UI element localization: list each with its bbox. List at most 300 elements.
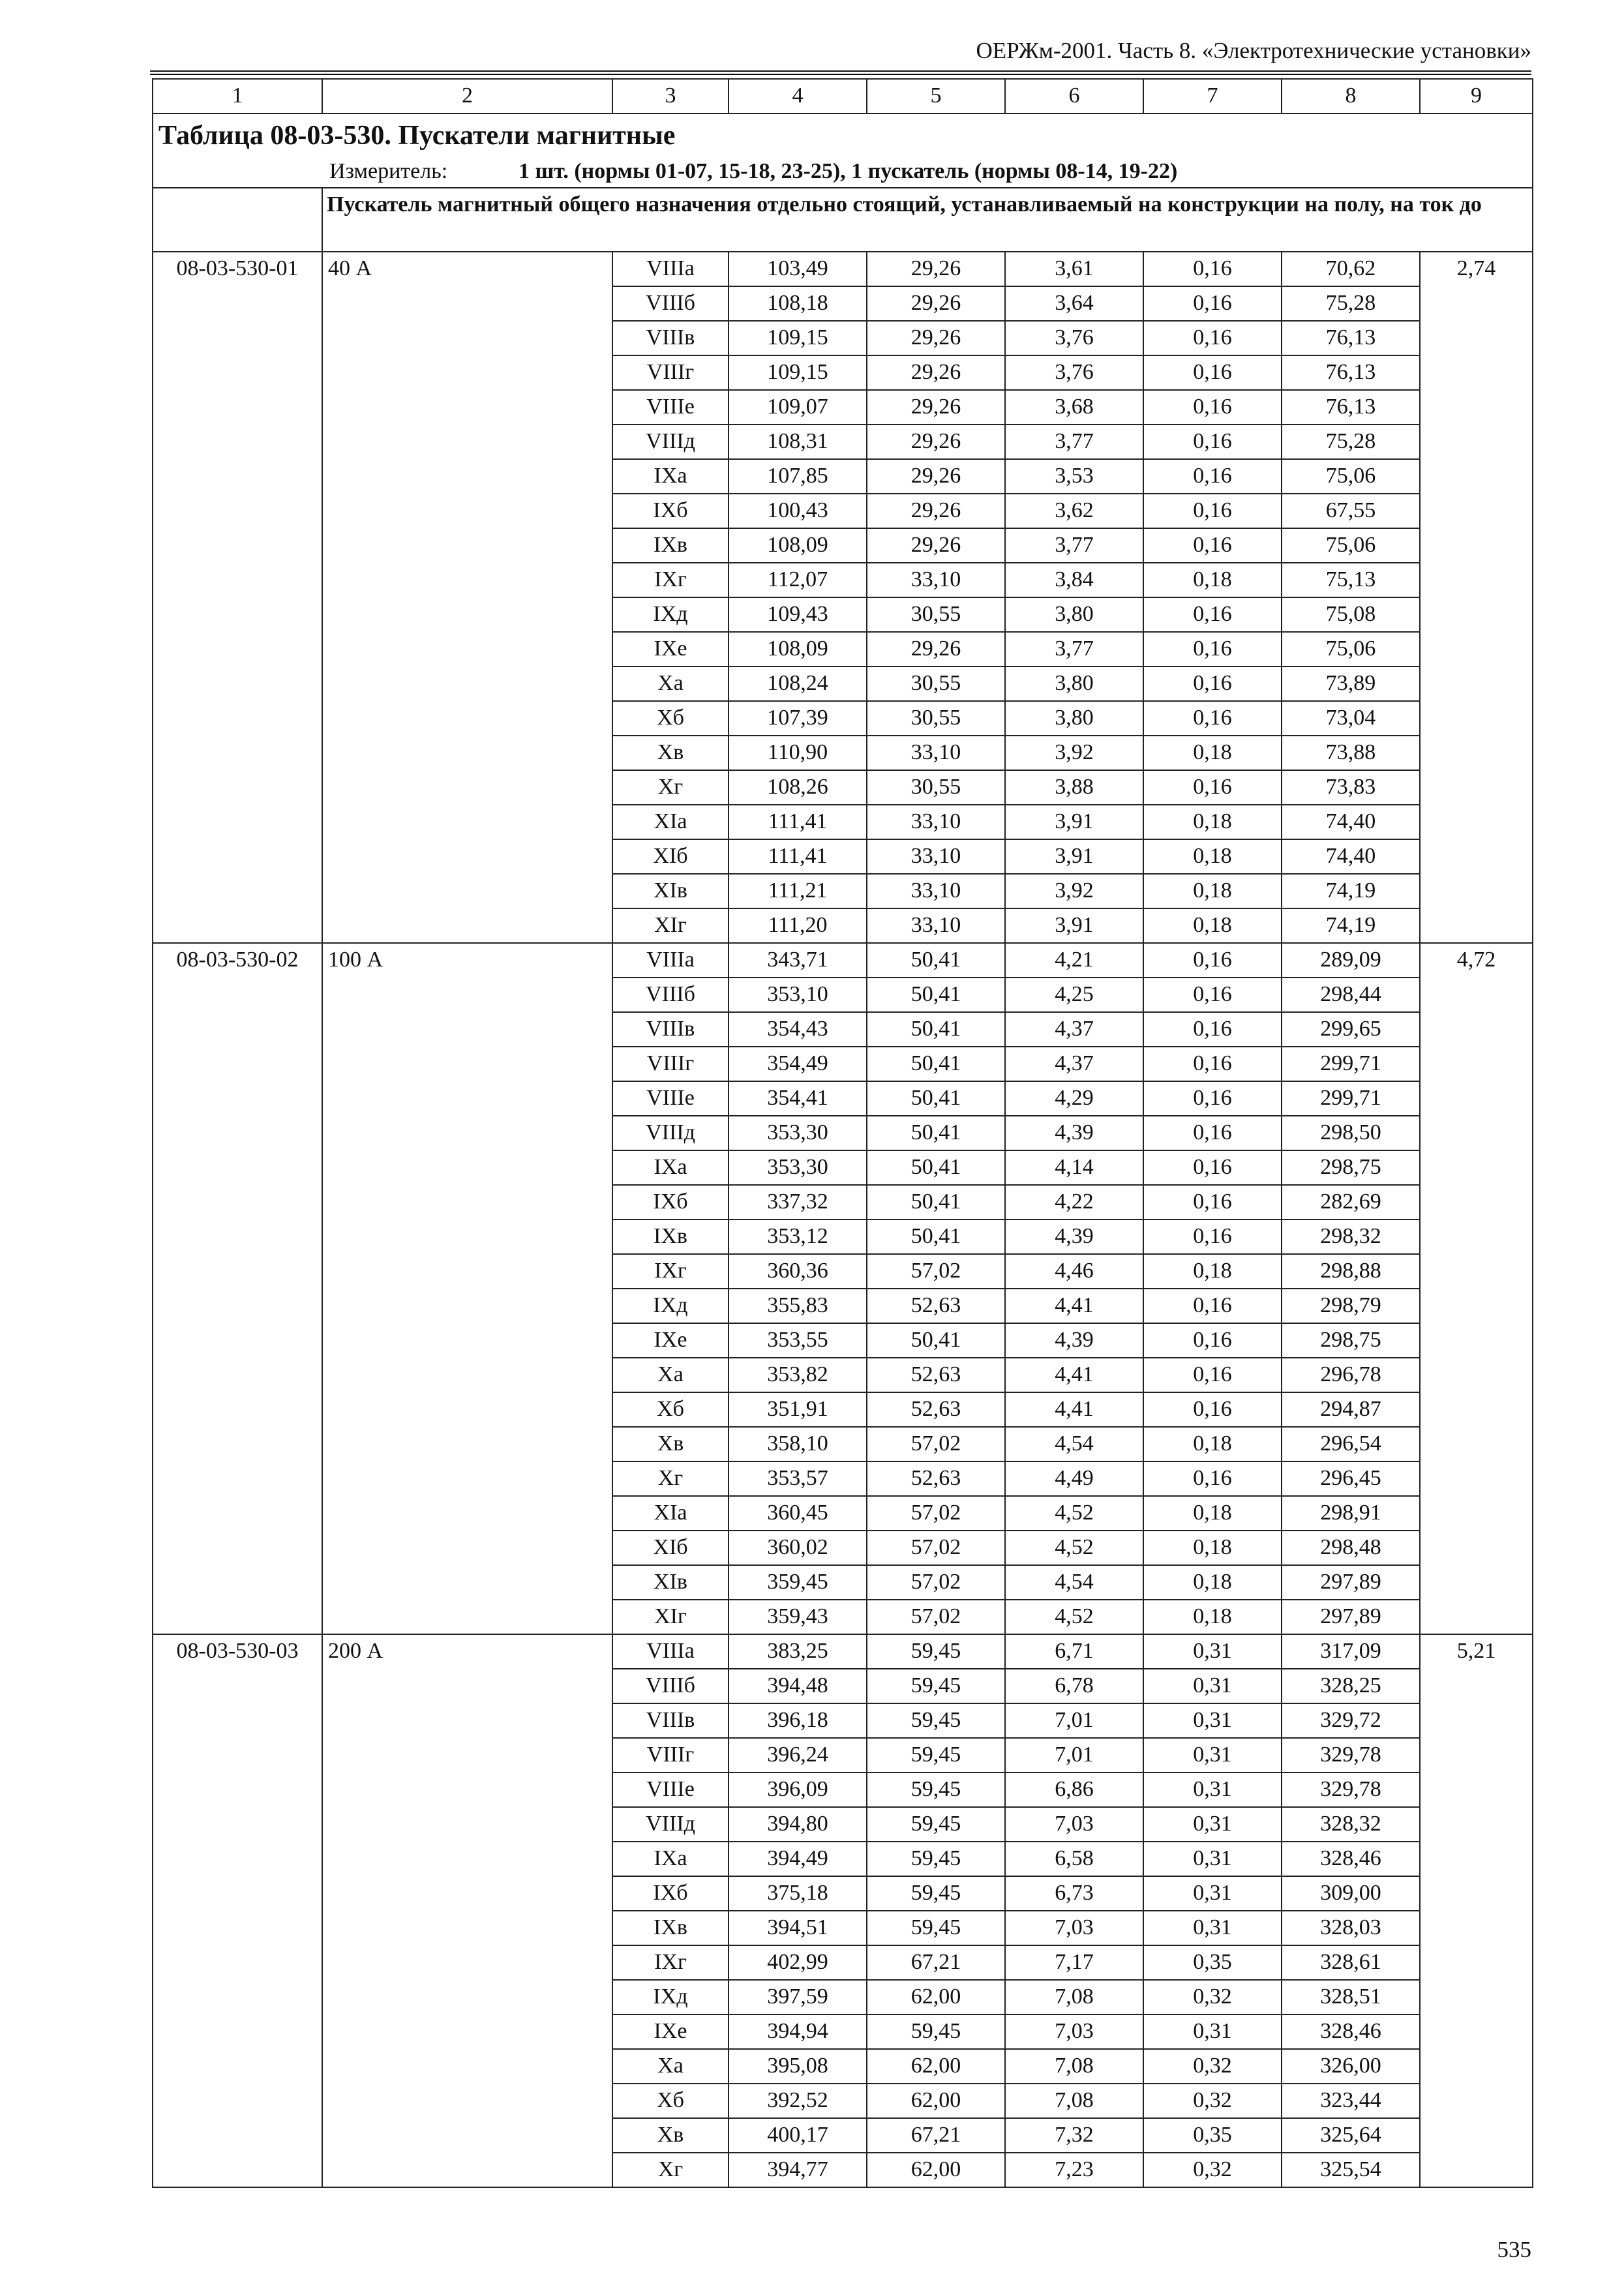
- value-cell: 75,28: [1282, 286, 1420, 321]
- zone-cell: Xб: [612, 701, 729, 736]
- value-cell: 67,55: [1282, 494, 1420, 528]
- value-cell: 0,31: [1143, 1876, 1282, 1911]
- value-cell: 4,39: [1005, 1116, 1143, 1150]
- value-cell: 29,26: [867, 425, 1005, 459]
- value-cell: 7,32: [1005, 2118, 1143, 2153]
- value-cell: 297,89: [1282, 1600, 1420, 1634]
- value-cell: 0,18: [1143, 1600, 1282, 1634]
- value-cell: 0,31: [1143, 1634, 1282, 1669]
- value-cell: 6,78: [1005, 1669, 1143, 1703]
- value-cell: 0,16: [1143, 425, 1282, 459]
- value-cell: 0,16: [1143, 632, 1282, 666]
- value-cell: 57,02: [867, 1565, 1005, 1600]
- value-cell: 383,25: [729, 1634, 867, 1669]
- value-cell: 0,16: [1143, 1185, 1282, 1219]
- value-cell: 107,39: [729, 701, 867, 736]
- zone-cell: XIа: [612, 805, 729, 839]
- value-cell: 50,41: [867, 1116, 1005, 1150]
- value-cell: 75,28: [1282, 425, 1420, 459]
- value-cell: 0,16: [1143, 252, 1282, 286]
- value-cell: 33,10: [867, 908, 1005, 943]
- value-cell: 0,31: [1143, 1842, 1282, 1876]
- value-cell: 358,10: [729, 1427, 867, 1461]
- value-cell: 298,79: [1282, 1289, 1420, 1323]
- value-cell: 3,80: [1005, 666, 1143, 701]
- value-cell: 329,78: [1282, 1738, 1420, 1773]
- zone-cell: VIIIе: [612, 390, 729, 425]
- value-cell: 298,48: [1282, 1531, 1420, 1565]
- value-cell: 360,36: [729, 1254, 867, 1289]
- value-cell: 359,43: [729, 1600, 867, 1634]
- norm-code: 08-03-530-01: [153, 252, 322, 943]
- value-cell: 0,35: [1143, 2118, 1282, 2153]
- zone-cell: VIIIб: [612, 1669, 729, 1703]
- value-cell: 394,80: [729, 1807, 867, 1842]
- value-cell: 329,72: [1282, 1703, 1420, 1738]
- value-cell: 329,78: [1282, 1773, 1420, 1807]
- table-row: [153, 252, 1533, 286]
- value-cell: 0,16: [1143, 943, 1282, 978]
- price-table: [152, 78, 1533, 2188]
- value-cell: 0,16: [1143, 355, 1282, 390]
- value-cell: 0,16: [1143, 770, 1282, 805]
- value-cell: 7,03: [1005, 1807, 1143, 1842]
- value-cell: 50,41: [867, 1219, 1005, 1254]
- value-cell: 294,87: [1282, 1392, 1420, 1427]
- value-cell: 0,16: [1143, 1150, 1282, 1185]
- value-cell: 0,16: [1143, 1012, 1282, 1047]
- value-cell: 4,54: [1005, 1427, 1143, 1461]
- value-cell: 0,18: [1143, 1496, 1282, 1531]
- value-cell: 74,40: [1282, 805, 1420, 839]
- value-cell: 0,16: [1143, 528, 1282, 563]
- value-cell: 57,02: [867, 1254, 1005, 1289]
- value-cell: 0,16: [1143, 321, 1282, 355]
- value-cell: 0,31: [1143, 1669, 1282, 1703]
- value-cell: 353,82: [729, 1358, 867, 1392]
- value-cell: 7,03: [1005, 2014, 1143, 2049]
- value-cell: 3,76: [1005, 355, 1143, 390]
- value-cell: 29,26: [867, 286, 1005, 321]
- zone-cell: IXв: [612, 1219, 729, 1254]
- value-cell: 4,29: [1005, 1081, 1143, 1116]
- value-cell: 375,18: [729, 1876, 867, 1911]
- value-cell: 7,01: [1005, 1738, 1143, 1773]
- value-cell: 59,45: [867, 1773, 1005, 1807]
- value-cell: 6,58: [1005, 1842, 1143, 1876]
- value-cell: 360,45: [729, 1496, 867, 1531]
- norm-name: 40 А: [322, 252, 612, 943]
- zone-cell: VIIIд: [612, 1807, 729, 1842]
- value-cell: 29,26: [867, 459, 1005, 494]
- value-cell: 353,10: [729, 978, 867, 1012]
- value-cell: 3,53: [1005, 459, 1143, 494]
- value-cell: 3,91: [1005, 805, 1143, 839]
- value-cell: 103,49: [729, 252, 867, 286]
- value-cell: 0,31: [1143, 1703, 1282, 1738]
- value-cell: 359,45: [729, 1565, 867, 1600]
- value-cell: 62,00: [867, 2153, 1005, 2187]
- value-cell: 7,01: [1005, 1703, 1143, 1738]
- zone-cell: VIIIг: [612, 1047, 729, 1081]
- zone-cell: VIIIд: [612, 425, 729, 459]
- zone-cell: XIг: [612, 1600, 729, 1634]
- value-cell: 394,51: [729, 1911, 867, 1945]
- table-title: Таблица 08-03-530. Пускатели магнитные: [153, 113, 1533, 157]
- column-number: 1: [153, 79, 322, 113]
- value-cell: 0,16: [1143, 1461, 1282, 1496]
- value-cell: 337,32: [729, 1185, 867, 1219]
- value-cell: 3,92: [1005, 874, 1143, 908]
- value-cell: 29,26: [867, 390, 1005, 425]
- value-cell: 76,13: [1282, 321, 1420, 355]
- value-cell: 299,65: [1282, 1012, 1420, 1047]
- value-cell: 3,62: [1005, 494, 1143, 528]
- value-cell: 29,26: [867, 528, 1005, 563]
- zone-cell: VIIIа: [612, 943, 729, 978]
- col9-value: 4,72: [1420, 943, 1533, 1634]
- zone-cell: IXе: [612, 1323, 729, 1358]
- zone-cell: IXа: [612, 1150, 729, 1185]
- value-cell: 0,31: [1143, 1911, 1282, 1945]
- unit-label: Измеритель:: [329, 159, 448, 183]
- zone-cell: Xб: [612, 2084, 729, 2118]
- value-cell: 317,09: [1282, 1634, 1420, 1669]
- value-cell: 3,77: [1005, 425, 1143, 459]
- value-cell: 33,10: [867, 839, 1005, 874]
- value-cell: 109,15: [729, 355, 867, 390]
- value-cell: 299,71: [1282, 1047, 1420, 1081]
- value-cell: 76,13: [1282, 355, 1420, 390]
- value-cell: 353,12: [729, 1219, 867, 1254]
- value-cell: 29,26: [867, 494, 1005, 528]
- zone-cell: VIIIа: [612, 1634, 729, 1669]
- value-cell: 75,06: [1282, 528, 1420, 563]
- value-cell: 4,52: [1005, 1600, 1143, 1634]
- zone-cell: VIIIд: [612, 1116, 729, 1150]
- value-cell: 108,24: [729, 666, 867, 701]
- value-cell: 323,44: [1282, 2084, 1420, 2118]
- value-cell: 112,07: [729, 563, 867, 597]
- value-cell: 0,31: [1143, 1807, 1282, 1842]
- value-cell: 0,18: [1143, 908, 1282, 943]
- value-cell: 59,45: [867, 1842, 1005, 1876]
- value-cell: 354,41: [729, 1081, 867, 1116]
- value-cell: 109,07: [729, 390, 867, 425]
- table-row: [153, 1634, 1533, 1669]
- value-cell: 4,39: [1005, 1219, 1143, 1254]
- value-cell: 75,06: [1282, 459, 1420, 494]
- value-cell: 0,18: [1143, 1565, 1282, 1600]
- column-number: 3: [612, 79, 729, 113]
- value-cell: 309,00: [1282, 1876, 1420, 1911]
- value-cell: 74,40: [1282, 839, 1420, 874]
- value-cell: 50,41: [867, 1150, 1005, 1185]
- value-cell: 7,17: [1005, 1945, 1143, 1980]
- zone-cell: IXг: [612, 1254, 729, 1289]
- zone-cell: Xб: [612, 1392, 729, 1427]
- value-cell: 73,89: [1282, 666, 1420, 701]
- value-cell: 351,91: [729, 1392, 867, 1427]
- value-cell: 326,00: [1282, 2049, 1420, 2084]
- value-cell: 33,10: [867, 805, 1005, 839]
- value-cell: 57,02: [867, 1427, 1005, 1461]
- column-number: 6: [1005, 79, 1143, 113]
- value-cell: 0,16: [1143, 1219, 1282, 1254]
- value-cell: 298,75: [1282, 1323, 1420, 1358]
- zone-cell: XIв: [612, 1565, 729, 1600]
- value-cell: 74,19: [1282, 874, 1420, 908]
- value-cell: 353,57: [729, 1461, 867, 1496]
- zone-cell: XIа: [612, 1496, 729, 1531]
- value-cell: 0,16: [1143, 1081, 1282, 1116]
- value-cell: 0,18: [1143, 805, 1282, 839]
- value-cell: 75,08: [1282, 597, 1420, 632]
- value-cell: 52,63: [867, 1461, 1005, 1496]
- value-cell: 50,41: [867, 1323, 1005, 1358]
- value-cell: 52,63: [867, 1358, 1005, 1392]
- value-cell: 0,16: [1143, 390, 1282, 425]
- zone-cell: VIIIг: [612, 355, 729, 390]
- value-cell: 0,16: [1143, 494, 1282, 528]
- value-cell: 0,16: [1143, 978, 1282, 1012]
- value-cell: 4,41: [1005, 1289, 1143, 1323]
- value-cell: 4,49: [1005, 1461, 1143, 1496]
- value-cell: 75,13: [1282, 563, 1420, 597]
- value-cell: 4,37: [1005, 1047, 1143, 1081]
- value-cell: 392,52: [729, 2084, 867, 2118]
- value-cell: 50,41: [867, 1047, 1005, 1081]
- value-cell: 33,10: [867, 563, 1005, 597]
- value-cell: 0,16: [1143, 1289, 1282, 1323]
- table-row: [153, 943, 1533, 978]
- value-cell: 4,52: [1005, 1531, 1143, 1565]
- value-cell: 354,43: [729, 1012, 867, 1047]
- value-cell: 4,25: [1005, 978, 1143, 1012]
- value-cell: 57,02: [867, 1531, 1005, 1565]
- value-cell: 3,64: [1005, 286, 1143, 321]
- value-cell: 0,18: [1143, 1427, 1282, 1461]
- value-cell: 74,19: [1282, 908, 1420, 943]
- value-cell: 3,84: [1005, 563, 1143, 597]
- value-cell: 0,16: [1143, 1323, 1282, 1358]
- zone-cell: VIIIа: [612, 252, 729, 286]
- value-cell: 298,91: [1282, 1496, 1420, 1531]
- value-cell: 353,55: [729, 1323, 867, 1358]
- norm-code: 08-03-530-03: [153, 1634, 322, 2187]
- norm-code: 08-03-530-02: [153, 943, 322, 1634]
- value-cell: 59,45: [867, 1911, 1005, 1945]
- header-rule: [150, 70, 1531, 72]
- value-cell: 396,09: [729, 1773, 867, 1807]
- value-cell: 328,03: [1282, 1911, 1420, 1945]
- value-cell: 0,32: [1143, 2049, 1282, 2084]
- value-cell: 33,10: [867, 736, 1005, 770]
- value-cell: 7,08: [1005, 2084, 1143, 2118]
- value-cell: 0,16: [1143, 701, 1282, 736]
- value-cell: 111,21: [729, 874, 867, 908]
- value-cell: 76,13: [1282, 390, 1420, 425]
- column-number: 2: [322, 79, 612, 113]
- value-cell: 4,37: [1005, 1012, 1143, 1047]
- value-cell: 395,08: [729, 2049, 867, 2084]
- value-cell: 3,92: [1005, 736, 1143, 770]
- norm-name: 100 А: [322, 943, 612, 1634]
- value-cell: 394,49: [729, 1842, 867, 1876]
- value-cell: 296,78: [1282, 1358, 1420, 1392]
- value-cell: 354,49: [729, 1047, 867, 1081]
- value-cell: 299,71: [1282, 1081, 1420, 1116]
- value-cell: 394,77: [729, 2153, 867, 2187]
- value-cell: 296,45: [1282, 1461, 1420, 1496]
- value-cell: 59,45: [867, 1703, 1005, 1738]
- value-cell: 59,45: [867, 1876, 1005, 1911]
- value-cell: 4,22: [1005, 1185, 1143, 1219]
- value-cell: 0,18: [1143, 1254, 1282, 1289]
- value-cell: 0,16: [1143, 459, 1282, 494]
- zone-cell: IXд: [612, 1980, 729, 2014]
- value-cell: 4,21: [1005, 943, 1143, 978]
- value-cell: 108,09: [729, 528, 867, 563]
- value-cell: 59,45: [867, 2014, 1005, 2049]
- value-cell: 4,54: [1005, 1565, 1143, 1600]
- value-cell: 6,86: [1005, 1773, 1143, 1807]
- unit-value: 1 шт. (нормы 01-07, 15-18, 23-25), 1 пускатель (нормы 08-14, 19-22): [519, 159, 1178, 183]
- value-cell: 73,88: [1282, 736, 1420, 770]
- zone-cell: VIIIв: [612, 1012, 729, 1047]
- value-cell: 29,26: [867, 321, 1005, 355]
- value-cell: 4,46: [1005, 1254, 1143, 1289]
- value-cell: 0,16: [1143, 1392, 1282, 1427]
- value-cell: 50,41: [867, 1012, 1005, 1047]
- value-cell: 3,61: [1005, 252, 1143, 286]
- value-cell: 296,54: [1282, 1427, 1420, 1461]
- value-cell: 109,15: [729, 321, 867, 355]
- table-title-row: [153, 113, 1533, 157]
- value-cell: 360,02: [729, 1531, 867, 1565]
- zone-cell: XIб: [612, 839, 729, 874]
- value-cell: 7,08: [1005, 1980, 1143, 2014]
- value-cell: 57,02: [867, 1600, 1005, 1634]
- value-cell: 3,68: [1005, 390, 1143, 425]
- value-cell: 298,44: [1282, 978, 1420, 1012]
- value-cell: 59,45: [867, 1669, 1005, 1703]
- column-number: 8: [1282, 79, 1420, 113]
- value-cell: 7,08: [1005, 2049, 1143, 2084]
- value-cell: 0,18: [1143, 874, 1282, 908]
- zone-cell: IXе: [612, 632, 729, 666]
- value-cell: 0,16: [1143, 666, 1282, 701]
- value-cell: 6,71: [1005, 1634, 1143, 1669]
- column-number: 7: [1143, 79, 1282, 113]
- value-cell: 402,99: [729, 1945, 867, 1980]
- value-cell: 50,41: [867, 1185, 1005, 1219]
- value-cell: 73,83: [1282, 770, 1420, 805]
- column-number-row: [153, 79, 1533, 113]
- zone-cell: XIг: [612, 908, 729, 943]
- zone-cell: VIIIе: [612, 1081, 729, 1116]
- zone-cell: Xв: [612, 1427, 729, 1461]
- value-cell: 30,55: [867, 666, 1005, 701]
- col9-value: 5,21: [1420, 1634, 1533, 2187]
- value-cell: 7,23: [1005, 2153, 1143, 2187]
- zone-cell: Xа: [612, 2049, 729, 2084]
- column-number: 5: [867, 79, 1005, 113]
- value-cell: 108,18: [729, 286, 867, 321]
- value-cell: 70,62: [1282, 252, 1420, 286]
- value-cell: 0,18: [1143, 1531, 1282, 1565]
- value-cell: 397,59: [729, 1980, 867, 2014]
- value-cell: 50,41: [867, 1081, 1005, 1116]
- zone-cell: VIIIе: [612, 1773, 729, 1807]
- value-cell: 4,14: [1005, 1150, 1143, 1185]
- zone-cell: Xа: [612, 1358, 729, 1392]
- value-cell: 107,85: [729, 459, 867, 494]
- value-cell: 30,55: [867, 770, 1005, 805]
- value-cell: 33,10: [867, 874, 1005, 908]
- description: Пускатель магнитный общего назначения отдельно стоящий, устанавливаемый на конструкции на полу, на ток до: [322, 188, 1533, 252]
- zone-cell: IXе: [612, 2014, 729, 2049]
- value-cell: 30,55: [867, 701, 1005, 736]
- value-cell: 0,32: [1143, 1980, 1282, 2014]
- value-cell: 0,16: [1143, 1116, 1282, 1150]
- value-cell: 108,09: [729, 632, 867, 666]
- value-cell: 0,16: [1143, 286, 1282, 321]
- value-cell: 73,04: [1282, 701, 1420, 736]
- value-cell: 396,18: [729, 1703, 867, 1738]
- column-number: 9: [1420, 79, 1533, 113]
- value-cell: 0,16: [1143, 1047, 1282, 1081]
- value-cell: 325,64: [1282, 2118, 1420, 2153]
- value-cell: 29,26: [867, 355, 1005, 390]
- value-cell: 29,26: [867, 252, 1005, 286]
- zone-cell: IXд: [612, 1289, 729, 1323]
- value-cell: 3,91: [1005, 908, 1143, 943]
- value-cell: 328,51: [1282, 1980, 1420, 2014]
- value-cell: 108,26: [729, 770, 867, 805]
- unit-row: [153, 157, 1533, 188]
- value-cell: 3,91: [1005, 839, 1143, 874]
- zone-cell: IXв: [612, 528, 729, 563]
- value-cell: 394,48: [729, 1669, 867, 1703]
- value-cell: 0,16: [1143, 597, 1282, 632]
- value-cell: 3,76: [1005, 321, 1143, 355]
- value-cell: 62,00: [867, 2049, 1005, 2084]
- value-cell: 50,41: [867, 943, 1005, 978]
- zone-cell: Xг: [612, 2153, 729, 2187]
- description-spacer: [153, 188, 322, 252]
- value-cell: 0,32: [1143, 2084, 1282, 2118]
- zone-cell: XIб: [612, 1531, 729, 1565]
- zone-cell: IXг: [612, 563, 729, 597]
- value-cell: 328,46: [1282, 1842, 1420, 1876]
- value-cell: 52,63: [867, 1392, 1005, 1427]
- value-cell: 111,41: [729, 839, 867, 874]
- value-cell: 0,32: [1143, 2153, 1282, 2187]
- zone-cell: IXд: [612, 597, 729, 632]
- value-cell: 59,45: [867, 1634, 1005, 1669]
- zone-cell: VIIIб: [612, 286, 729, 321]
- value-cell: 59,45: [867, 1807, 1005, 1842]
- zone-cell: IXа: [612, 459, 729, 494]
- zone-cell: VIIIв: [612, 321, 729, 355]
- value-cell: 0,16: [1143, 1358, 1282, 1392]
- value-cell: 30,55: [867, 597, 1005, 632]
- value-cell: 4,52: [1005, 1496, 1143, 1531]
- value-cell: 298,88: [1282, 1254, 1420, 1289]
- value-cell: 0,35: [1143, 1945, 1282, 1980]
- value-cell: 52,63: [867, 1289, 1005, 1323]
